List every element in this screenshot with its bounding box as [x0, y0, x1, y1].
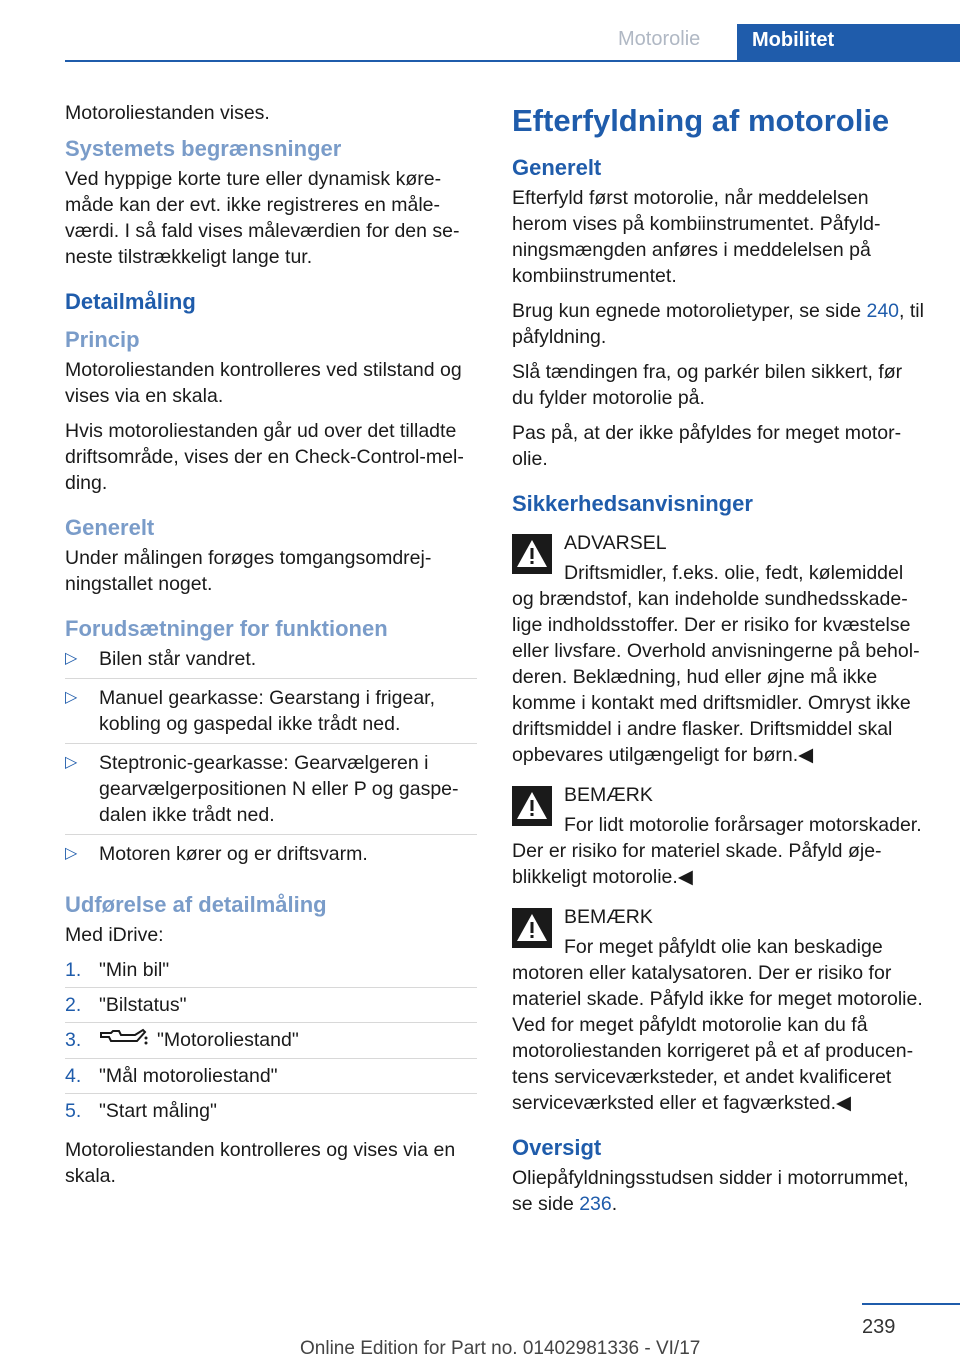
notice-title: BEMÆRK: [564, 784, 653, 806]
intro-text: Motoroliestanden vises.: [65, 102, 270, 124]
general-heading-left: Generelt: [65, 515, 155, 540]
notice-block: [512, 782, 928, 890]
overview-heading: Oversigt: [512, 1135, 602, 1160]
limits-text: Ved hyppige korte ture eller dynamisk køremåde kan der evt. ikke registreres en måleværdi. I så fald vises måleværdien for den seneste tilstrækkeligt lange tur.: [65, 168, 460, 268]
principle-text-1: Motoroliestanden kontrolleres ved stilstand og vises via en skala.: [65, 359, 462, 407]
triangle-bullet-icon: ▷: [65, 650, 78, 667]
notice-text: For lidt motorolie forårsager motorskader. Der er risiko for materiel skade. Påfyld øjeblikkeligt motorolie.◀: [512, 814, 922, 888]
warning-triangle-icon: [512, 908, 552, 948]
list-item: ▷ Steptronic-gearkasse: Gearvælgeren i gearvælgerpositionen N eller P og gaspedalen ikke trådt ned.: [65, 750, 477, 835]
general-text-right-1: Efterfyld først motorolie, når meddelelsen herom vises på kombiinstrumentet. Påfyldningsmængden anføres i meddelelsen på kombiinstrumentet.: [512, 187, 881, 287]
general-text-right-4: Pas på, at der ikke påfyldes for meget motorolie.: [512, 422, 902, 470]
exec-heading: Udførelse af detailmåling: [65, 892, 327, 917]
triangle-bullet-icon: ▷: [65, 754, 78, 771]
footer-rule: [862, 1303, 960, 1305]
right-column: [512, 102, 928, 1226]
page-ref-link[interactable]: 236: [579, 1193, 612, 1215]
list-item: 4. "Mål motoroliestand": [65, 1063, 477, 1094]
general-text-right-2: Brug kun egnede motorolietyper, se side 240, til påfyldning.: [512, 300, 924, 348]
page-header: [0, 24, 960, 62]
notice-block: [512, 904, 928, 1116]
left-column: [65, 100, 477, 1198]
list-item: 2. "Bilstatus": [65, 992, 477, 1023]
list-item: ▷ Manuel gearkasse: Gearstang i frigear, kobling og gaspedal ikke trådt ned.: [65, 685, 477, 744]
header-chapter-tab: [737, 24, 960, 62]
limits-heading: Systemets begrænsninger: [65, 136, 342, 161]
general-text-right-3: Slå tændingen fra, og parkér bilen sikkert, før du fylder motorolie på.: [512, 361, 903, 409]
list-item: 3. "Motoroliestand": [65, 1027, 477, 1059]
triangle-bullet-icon: ▷: [65, 689, 78, 706]
list-item: 1. "Min bil": [65, 957, 477, 988]
warning-triangle-icon: [512, 534, 552, 574]
list-item: ▷ Bilen står vandret.: [65, 646, 477, 679]
prereq-heading: Forudsætninger for funktionen: [65, 616, 388, 641]
safety-heading: Sikkerhedsanvisninger: [512, 491, 753, 516]
notice-title: BEMÆRK: [564, 906, 653, 928]
page-ref-link[interactable]: 240: [866, 300, 900, 322]
warning-triangle-icon: [512, 786, 552, 826]
warning-title: ADVARSEL: [564, 532, 667, 554]
oil-can-icon: [99, 1027, 149, 1054]
warning-text: Driftsmidler, f.eks. olie, fedt, kølemiddel og brændstof, kan indeholde sundhedsskadelige indholdsstoffer. Der er risiko for kvæstelse eller livsfare. Overhold anvisningerne på beholderen. Beklædning, hud eller øjne må ikke komme i kontakt med driftsmidler. Omryst ikke driftsmiddel i andre flasker. Driftsmiddel skal opbevares utilgængeligt for børn.◀: [512, 562, 920, 766]
steps-list: [65, 957, 477, 1128]
header-rule: [65, 60, 960, 62]
prereq-list: [65, 646, 477, 873]
detail-heading: Detailmåling: [65, 289, 196, 314]
page-title: Efterfyldning af motorolie: [512, 103, 890, 138]
list-item: ▷ Motoren kører og er driftsvarm.: [65, 843, 368, 865]
header-section-label: Motorolie: [618, 28, 701, 50]
principle-heading: Princip: [65, 327, 140, 352]
triangle-bullet-icon: ▷: [65, 845, 78, 862]
header-chapter-label: Mobilitet: [752, 29, 835, 51]
warning-block: [512, 530, 928, 768]
principle-text-2: Hvis motoroliestanden går ud over det tilladte driftsområde, vises der en Check-Control-melding.: [65, 420, 464, 494]
exec-intro: Med iDrive:: [65, 924, 164, 946]
general-text-left: Under målingen forøges tomgangsomdrejningstallet noget.: [65, 547, 432, 595]
edition-note: Online Edition for Part no. 01402981336 - VI/17: [300, 1338, 701, 1359]
outro-text: Motoroliestanden kontrolleres og vises via en skala.: [65, 1139, 456, 1188]
overview-text: Oliepåfyldningsstudsen sidder i motorrummet, se side 236.: [512, 1167, 909, 1215]
general-heading-right: Generelt: [512, 155, 602, 180]
page-number: 239: [862, 1316, 896, 1338]
list-item: 5. "Start måling": [65, 1100, 217, 1123]
notice-text: For meget påfyldt olie kan beskadige motoren eller katalysatoren. Der er risiko for materiel skade. Påfyld ikke for meget motorolie. Ved for meget påfyldt motorolie kan du få motoroliestanden korrigeret på et af producentens serviceværksteder, et andet kvalificeret serviceværksted eller et fagværksted.◀: [512, 936, 923, 1114]
